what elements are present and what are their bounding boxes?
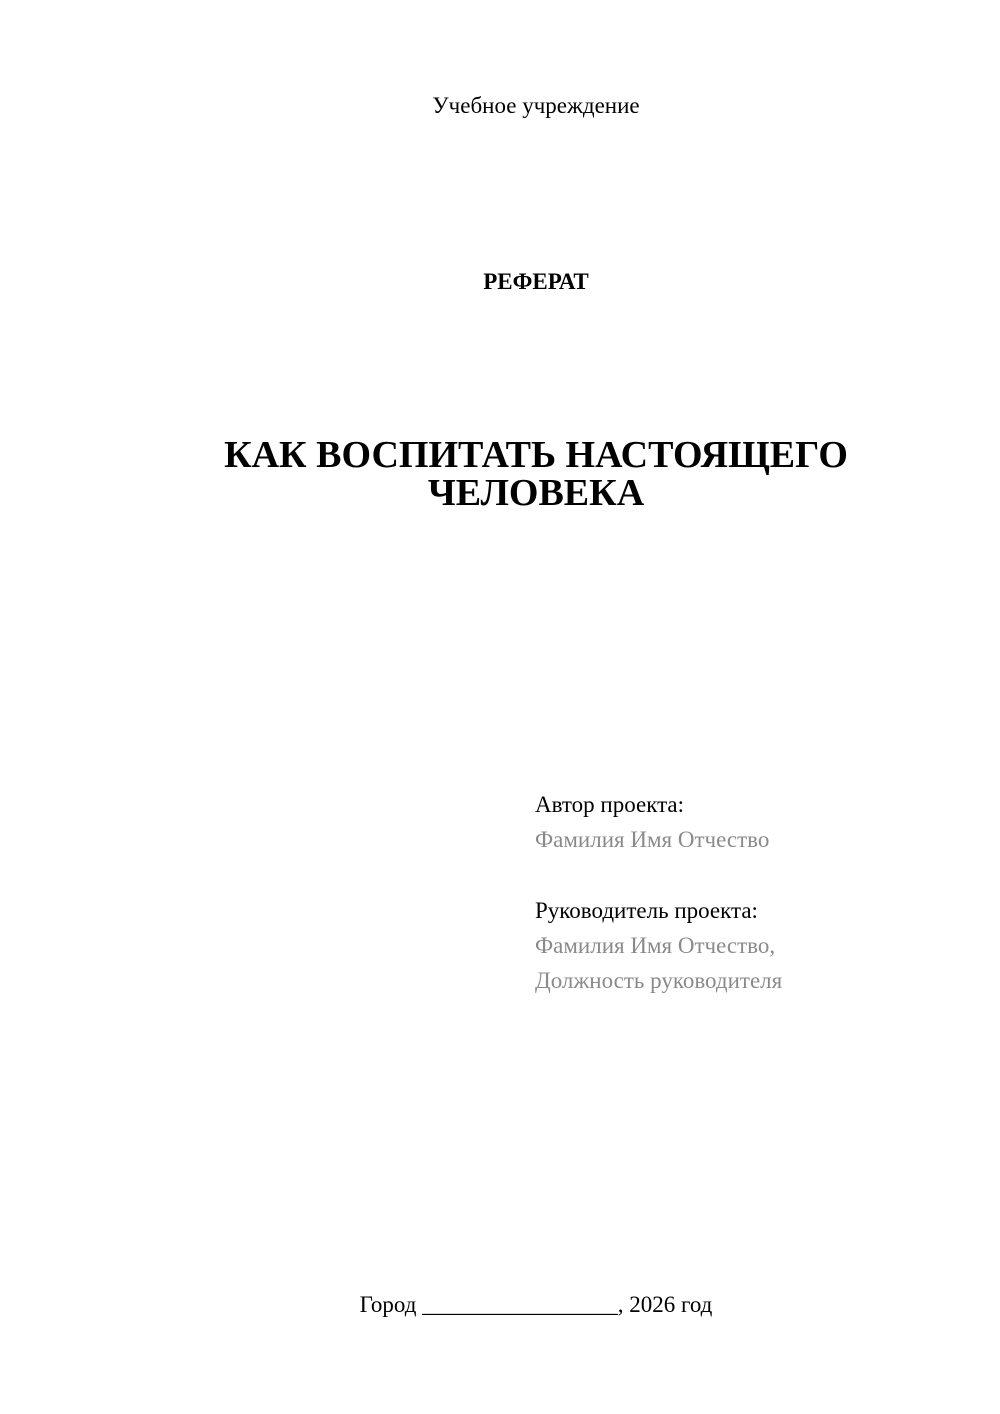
- document-title: [0, 436, 1000, 512]
- supervisor-label: Руководитель проекта:: [535, 898, 758, 923]
- footer-city-year: [0, 1290, 1000, 1320]
- document-type: РЕФЕРАТ: [483, 269, 589, 294]
- author-name: Фамилия Имя Отчество: [535, 827, 770, 852]
- credits-block: [535, 787, 975, 998]
- document-title-line-2: ЧЕЛОВЕКА: [427, 472, 645, 514]
- supervisor-position: Должность руководителя: [535, 968, 783, 993]
- author-label: Автор проекта:: [535, 792, 684, 817]
- institution-name: Учебное учреждение: [432, 93, 640, 118]
- supervisor-name: Фамилия Имя Отчество,: [535, 933, 776, 958]
- city-blank-line: _________________: [422, 1292, 618, 1317]
- city-label: Город: [359, 1292, 417, 1317]
- year-text: , 2026 год: [617, 1292, 713, 1317]
- credits-spacer: [535, 857, 975, 893]
- document-title-line-1: КАК ВОСПИТАТЬ НАСТОЯЩЕГО: [224, 434, 848, 476]
